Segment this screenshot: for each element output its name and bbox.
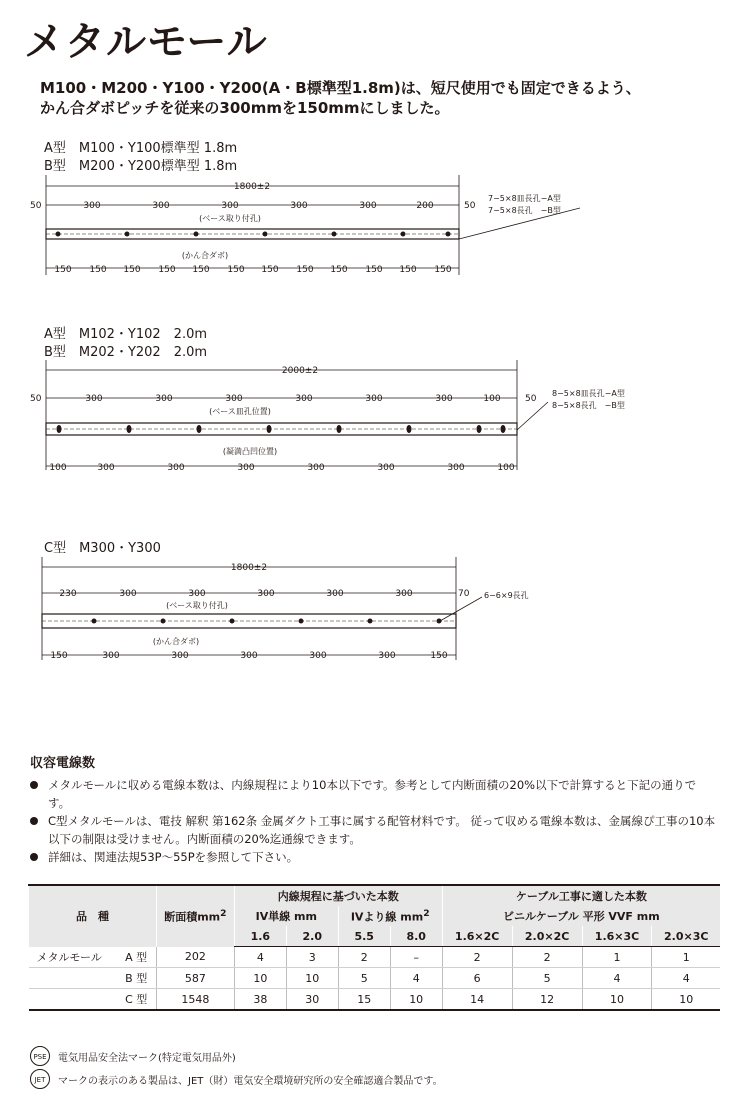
row-type: B 型 [116, 968, 156, 989]
intro-text [40, 78, 641, 118]
diagram3-drawing [0, 557, 735, 667]
hole-spec-b: 8−5×8長孔 −B型 [552, 401, 625, 410]
top-dim: 100 [483, 394, 501, 404]
right-end-dim: 70 [458, 589, 470, 599]
cell: 1 [582, 947, 652, 968]
cell: – [390, 947, 442, 968]
col-header: 1.6×3C [582, 926, 652, 947]
row-type: A 型 [116, 947, 156, 968]
cell: 10 [652, 989, 720, 1011]
top-dim: 300 [119, 589, 137, 599]
header-item: 品 種 [29, 885, 157, 947]
hole-spec: 6−6×9長孔 [484, 591, 529, 600]
diagram1-label-b: B型 M200・Y200標準型 1.8m [44, 159, 238, 174]
total-length: 2000±2 [281, 366, 319, 376]
left-end-dim: 50 [30, 394, 42, 404]
bottom-dim: 300 [307, 463, 325, 473]
diagram1-drawing [0, 175, 735, 285]
top-dim: 300 [225, 394, 243, 404]
row-area: 587 [156, 968, 234, 989]
total-length: 1800±2 [230, 563, 268, 573]
diagram1-label-a: A型 M100・Y100標準型 1.8m [44, 141, 238, 156]
header-iv-stranded: IVより線 $mm^2$ [338, 906, 442, 926]
bottom-dim: 150 [54, 265, 72, 275]
bottom-dim: 150 [227, 265, 245, 275]
bottom-dim: 100 [497, 463, 515, 473]
note-item [28, 812, 718, 848]
hole-spec-b: 7−5×8長孔 −B型 [488, 206, 561, 215]
top-dim: 300 [326, 589, 344, 599]
cell: 4 [652, 968, 720, 989]
bottom-dim: 150 [192, 265, 210, 275]
hole-spec-a: 7−5×8皿長孔−A型 [488, 194, 561, 203]
top-dim: 300 [221, 201, 239, 211]
note-text: 詳細は、関連法規53P〜55Pを参照して下さい。 [48, 850, 299, 864]
bottom-dim: 300 [237, 463, 255, 473]
bottom-dim: 300 [171, 651, 189, 661]
cell: 5 [512, 968, 582, 989]
notes-list [28, 776, 718, 866]
header-iv-solid: IV単線 mm [234, 906, 338, 926]
cell: 3 [286, 947, 338, 968]
table-row [29, 989, 721, 1011]
cell: 6 [442, 968, 512, 989]
section-heading: 収容電線数 [30, 756, 96, 771]
bottom-dim: 150 [158, 265, 176, 275]
top-dim: 300 [365, 394, 383, 404]
product-name: メタルモール [29, 947, 117, 968]
cell: 2 [512, 947, 582, 968]
bottom-dim: 150 [434, 265, 452, 275]
top-dim: 300 [435, 394, 453, 404]
bottom-dim: 100 [49, 463, 67, 473]
cell: 5 [338, 968, 390, 989]
capacity-table [28, 884, 720, 1011]
right-end-dim: 50 [525, 394, 537, 404]
bottom-dim: 300 [167, 463, 185, 473]
bottom-dim: 300 [97, 463, 115, 473]
intro-line: かん合ダボピッチを従来の300mmを150mmにしました。 [40, 99, 450, 117]
top-dim: 300 [155, 394, 173, 404]
right-end-dim: 50 [464, 201, 476, 211]
top-dim: 300 [290, 201, 308, 211]
bullet-icon [30, 853, 38, 861]
cell: 38 [234, 989, 286, 1011]
header-area: 断面積$mm^2$ [156, 885, 234, 947]
bottom-dim: 150 [330, 265, 348, 275]
row-type: C 型 [116, 989, 156, 1011]
page-title: メタルモール [24, 19, 268, 65]
top-dim: 300 [395, 589, 413, 599]
cell: 2 [338, 947, 390, 968]
bottom-dim: 150 [296, 265, 314, 275]
top-dim: 300 [83, 201, 101, 211]
bullet-icon [30, 781, 38, 789]
cell: 1 [652, 947, 720, 968]
table-row [29, 947, 721, 968]
cell: 2 [442, 947, 512, 968]
diagram2-label-a: A型 M102・Y102 2.0m [44, 327, 208, 342]
cell: 10 [234, 968, 286, 989]
row-area: 1548 [156, 989, 234, 1011]
table-row [29, 968, 721, 989]
diagram3-label: C型 M300・Y300 [44, 541, 161, 556]
cell: 30 [286, 989, 338, 1011]
header-group1: 内線規程に基づいた本数 [234, 885, 442, 906]
hole-spec-a: 8−5×8皿長孔−A型 [552, 389, 625, 398]
top-dim: 300 [359, 201, 377, 211]
bottom-dim: 150 [89, 265, 107, 275]
note-text: C型メタルモールは、電技 解釈 第162条 金属ダクト工事に属する配管材料です。 従って収める電線本数は、金属線ぴ工事の10本以下の制限は受けません。内断面積の20%迄通線できます。 [48, 814, 716, 846]
bottom-dim: 150 [430, 651, 448, 661]
note-item [28, 776, 718, 812]
top-dim: 300 [295, 394, 313, 404]
base-hole-note: (ベース取り付孔) [166, 601, 228, 610]
bottom-dim: 150 [50, 651, 68, 661]
top-dim: 300 [257, 589, 275, 599]
dowel-note: (かん合ダボ) [181, 251, 229, 260]
top-dim: 300 [188, 589, 206, 599]
jet-mark-icon: JET [30, 1069, 50, 1089]
bottom-dim: 150 [123, 265, 141, 275]
base-hole-note: (ベース取り付孔) [199, 214, 261, 223]
dowel-note: (凝満凸凹位置) [222, 447, 278, 456]
cell: 10 [286, 968, 338, 989]
bottom-dim: 300 [309, 651, 327, 661]
cell: 4 [234, 947, 286, 968]
pse-text: 電気用品安全法マーク(特定電気用品外) [58, 1053, 236, 1064]
col-header: 2.0×2C [512, 926, 582, 947]
bottom-dim: 150 [399, 265, 417, 275]
note-text: メタルモールに収める電線本数は、内線規程により10本以下です。参考として内断面積の20%以下で計算すると下記の通りです。 [48, 778, 697, 810]
diagram2-label-b: B型 M202・Y202 2.0m [44, 345, 208, 360]
dowel-note: (かん合ダボ) [152, 637, 200, 646]
bottom-dim: 300 [447, 463, 465, 473]
col-header: 2.0×3C [652, 926, 720, 947]
col-header: 2.0 [286, 926, 338, 947]
header-vvf: ビニルケーブル 平形 VVF mm [442, 906, 720, 926]
left-end-dim: 50 [30, 201, 42, 211]
top-dim: 300 [152, 201, 170, 211]
cell: 10 [390, 989, 442, 1011]
base-hole-note: (ベース皿孔位置) [209, 407, 271, 416]
note-item [28, 848, 718, 866]
col-header: 1.6 [234, 926, 286, 947]
top-dim: 300 [85, 394, 103, 404]
cell: 12 [512, 989, 582, 1011]
top-dim: 230 [59, 589, 77, 599]
intro-line: M100・M200・Y100・Y200(A・B標準型1.8m)は、短尺使用でも固定できるよう、 [40, 79, 641, 97]
cell: 14 [442, 989, 512, 1011]
bottom-dim: 150 [365, 265, 383, 275]
top-dim: 200 [416, 201, 434, 211]
bottom-dim: 150 [261, 265, 279, 275]
total-length: 1800±2 [233, 182, 271, 192]
header-group2: ケーブル工事に適した本数 [442, 885, 720, 906]
bottom-dim: 300 [240, 651, 258, 661]
col-header: 5.5 [338, 926, 390, 947]
cell: 10 [582, 989, 652, 1011]
jet-text: マークの表示のある製品は、JET（財）電気安全環境研究所の安全確認適合製品です。 [58, 1076, 443, 1087]
col-header: 8.0 [390, 926, 442, 947]
cell: 4 [582, 968, 652, 989]
bottom-dim: 300 [377, 463, 395, 473]
diagram2-drawing [0, 360, 735, 475]
bottom-dim: 300 [378, 651, 396, 661]
pse-mark-icon: PSE [30, 1046, 50, 1066]
col-header: 1.6×2C [442, 926, 512, 947]
row-area: 202 [156, 947, 234, 968]
bottom-dim: 300 [102, 651, 120, 661]
cell: 15 [338, 989, 390, 1011]
bullet-icon [30, 817, 38, 825]
cell: 4 [390, 968, 442, 989]
